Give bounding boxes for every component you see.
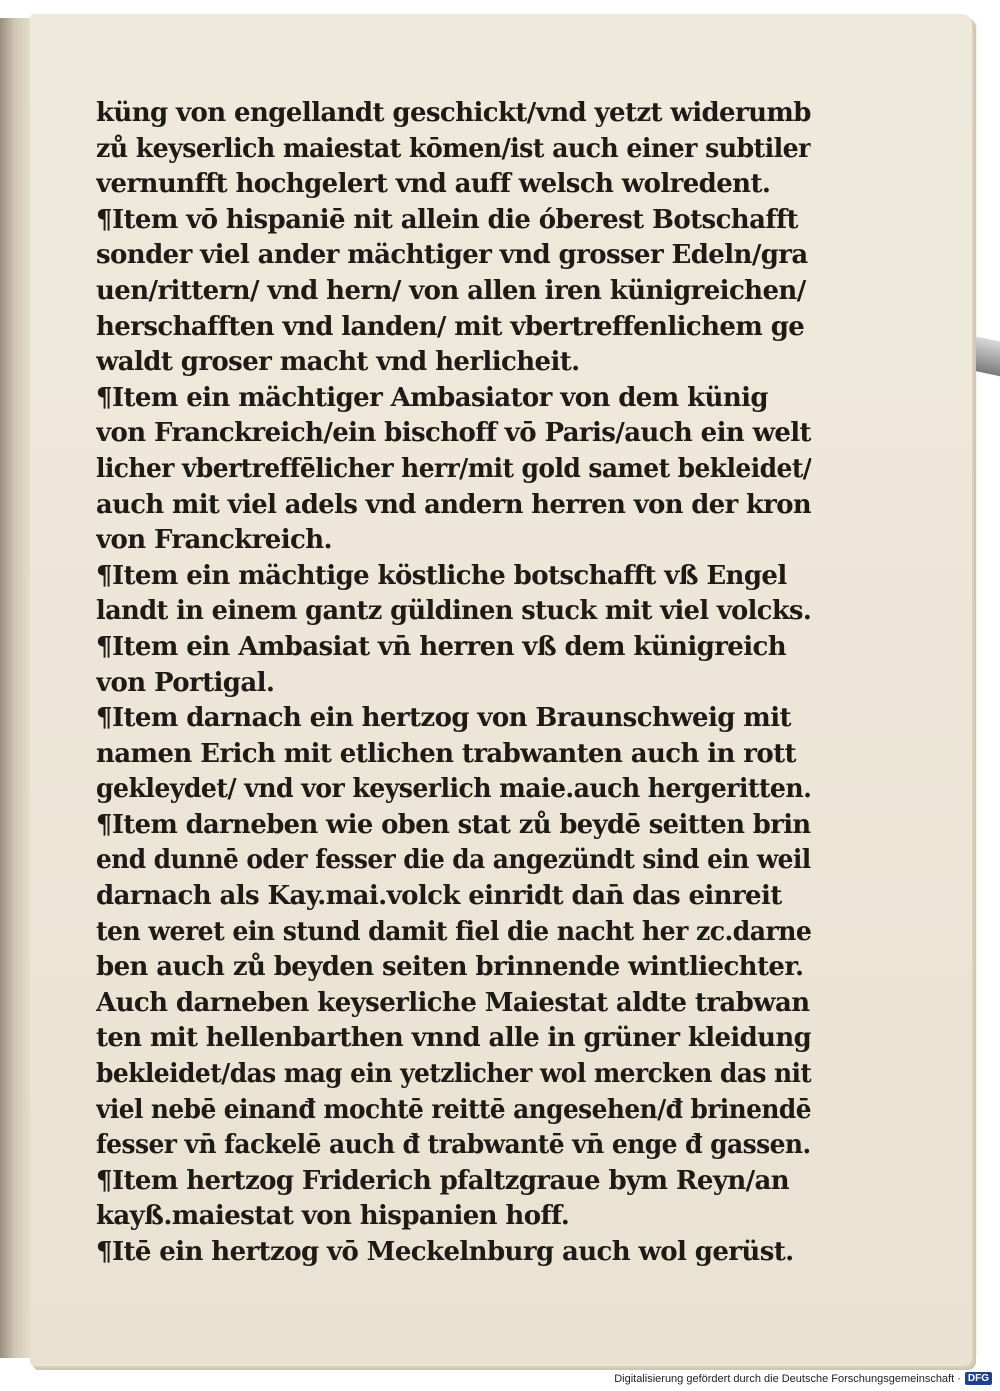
text-line: vernunfft hochgelert vnd auff welsch wolredent. — [96, 169, 771, 200]
text-line: ¶Item ein Ambasiat vn̄ herren vß dem künigreich — [96, 631, 787, 662]
dfg-logo-icon: DFG — [965, 1372, 992, 1385]
text-line: viel nebē einanđ mochtē reittē angesehen/đ brinendē — [96, 1094, 811, 1125]
text-line: kayß.maiestat von hispanien hoff. — [96, 1201, 570, 1232]
text-line: herschafften vnd landen/ mit vbertreffenlichem ge — [96, 311, 805, 342]
text-line: von Franckreich. — [96, 525, 333, 556]
text-line: ten mit hellenbarthen vnnd alle in grüner kleidung — [96, 1023, 811, 1054]
text-line: Auch darneben keyserliche Maiestat aldte trabwan — [96, 987, 810, 1018]
text-line: fesser vn̄ fackelē auch đ trabwantē vn̄ enge đ gassen. — [96, 1130, 811, 1161]
text-line: auch mit viel adels vnd andern herren von der kron — [96, 489, 811, 520]
text-line: ¶Item ein mächtiger Ambasiator von dem künig — [96, 382, 768, 413]
text-line: von Franckreich/ein bischoff vō Paris/auch ein welt — [96, 418, 811, 449]
text-line: waldt groser macht vnd herlicheit. — [96, 347, 580, 378]
text-line: ¶Item darnach ein hertzog von Braunschweig mit — [96, 703, 791, 734]
text-line: ¶Item darneben wie oben stat zů beydē seitten brin — [96, 809, 811, 840]
text-line: ben auch zů beyden seiten brinnende wintliechter. — [96, 952, 804, 983]
text-line: küng von engellandt geschickt/vnd yetzt widerumb — [96, 98, 811, 128]
text-line: licher vbertreffēlicher herr/mit gold samet bekleidet/ — [96, 453, 812, 484]
text-line: namen Erich mit etlichen trabwanten auch in rott — [96, 738, 796, 769]
book-spine — [0, 18, 33, 1358]
text-line: bekleidet/das mag ein yetzlicher wol mercken das nit — [96, 1059, 812, 1090]
text-line: zů keyserlich maiestat kōmen/ist auch einer subtiler — [96, 133, 811, 164]
text-line: von Portigal. — [96, 667, 275, 698]
text-line: gekleydet/ vnd vor keyserlich maie.auch hergeritten. — [96, 774, 812, 805]
text-line: ¶Item vō hispaniē nit allein die óberest Botschafft — [96, 204, 798, 235]
text-line: uen/rittern/ vnd hern/ von allen iren künigreichen/ — [96, 275, 806, 306]
text-line: landt in einem gantz güldinen stuck mit viel volcks. — [96, 596, 811, 627]
text-line: ¶Item ein mächtige köstliche botschafft vß Engel — [96, 560, 787, 591]
digitization-credit — [614, 1372, 992, 1385]
text-line: ten weret ein stund damit fiel die nacht her zc.darne — [96, 916, 812, 947]
text-line: darnach als Kay.mai.volck einridt dan̄ das einreit — [96, 881, 782, 912]
text-line: ¶Item hertzog Friderich pfaltzgraue bym Reyn/an — [96, 1165, 790, 1196]
text-line: sonder viel ander mächtiger vnd grosser Edeln/gra — [96, 240, 808, 271]
text-line: end dunnē oder fesser die da angezündt sind ein weil — [96, 845, 811, 876]
credit-text: Digitalisierung gefördert durch die Deutsche Forschungsgemeinschaft · — [614, 1372, 961, 1385]
text-line: ¶Itē ein hertzog vō Meckelnburg auch wol gerüst. — [96, 1237, 794, 1267]
page-text — [96, 96, 811, 1271]
